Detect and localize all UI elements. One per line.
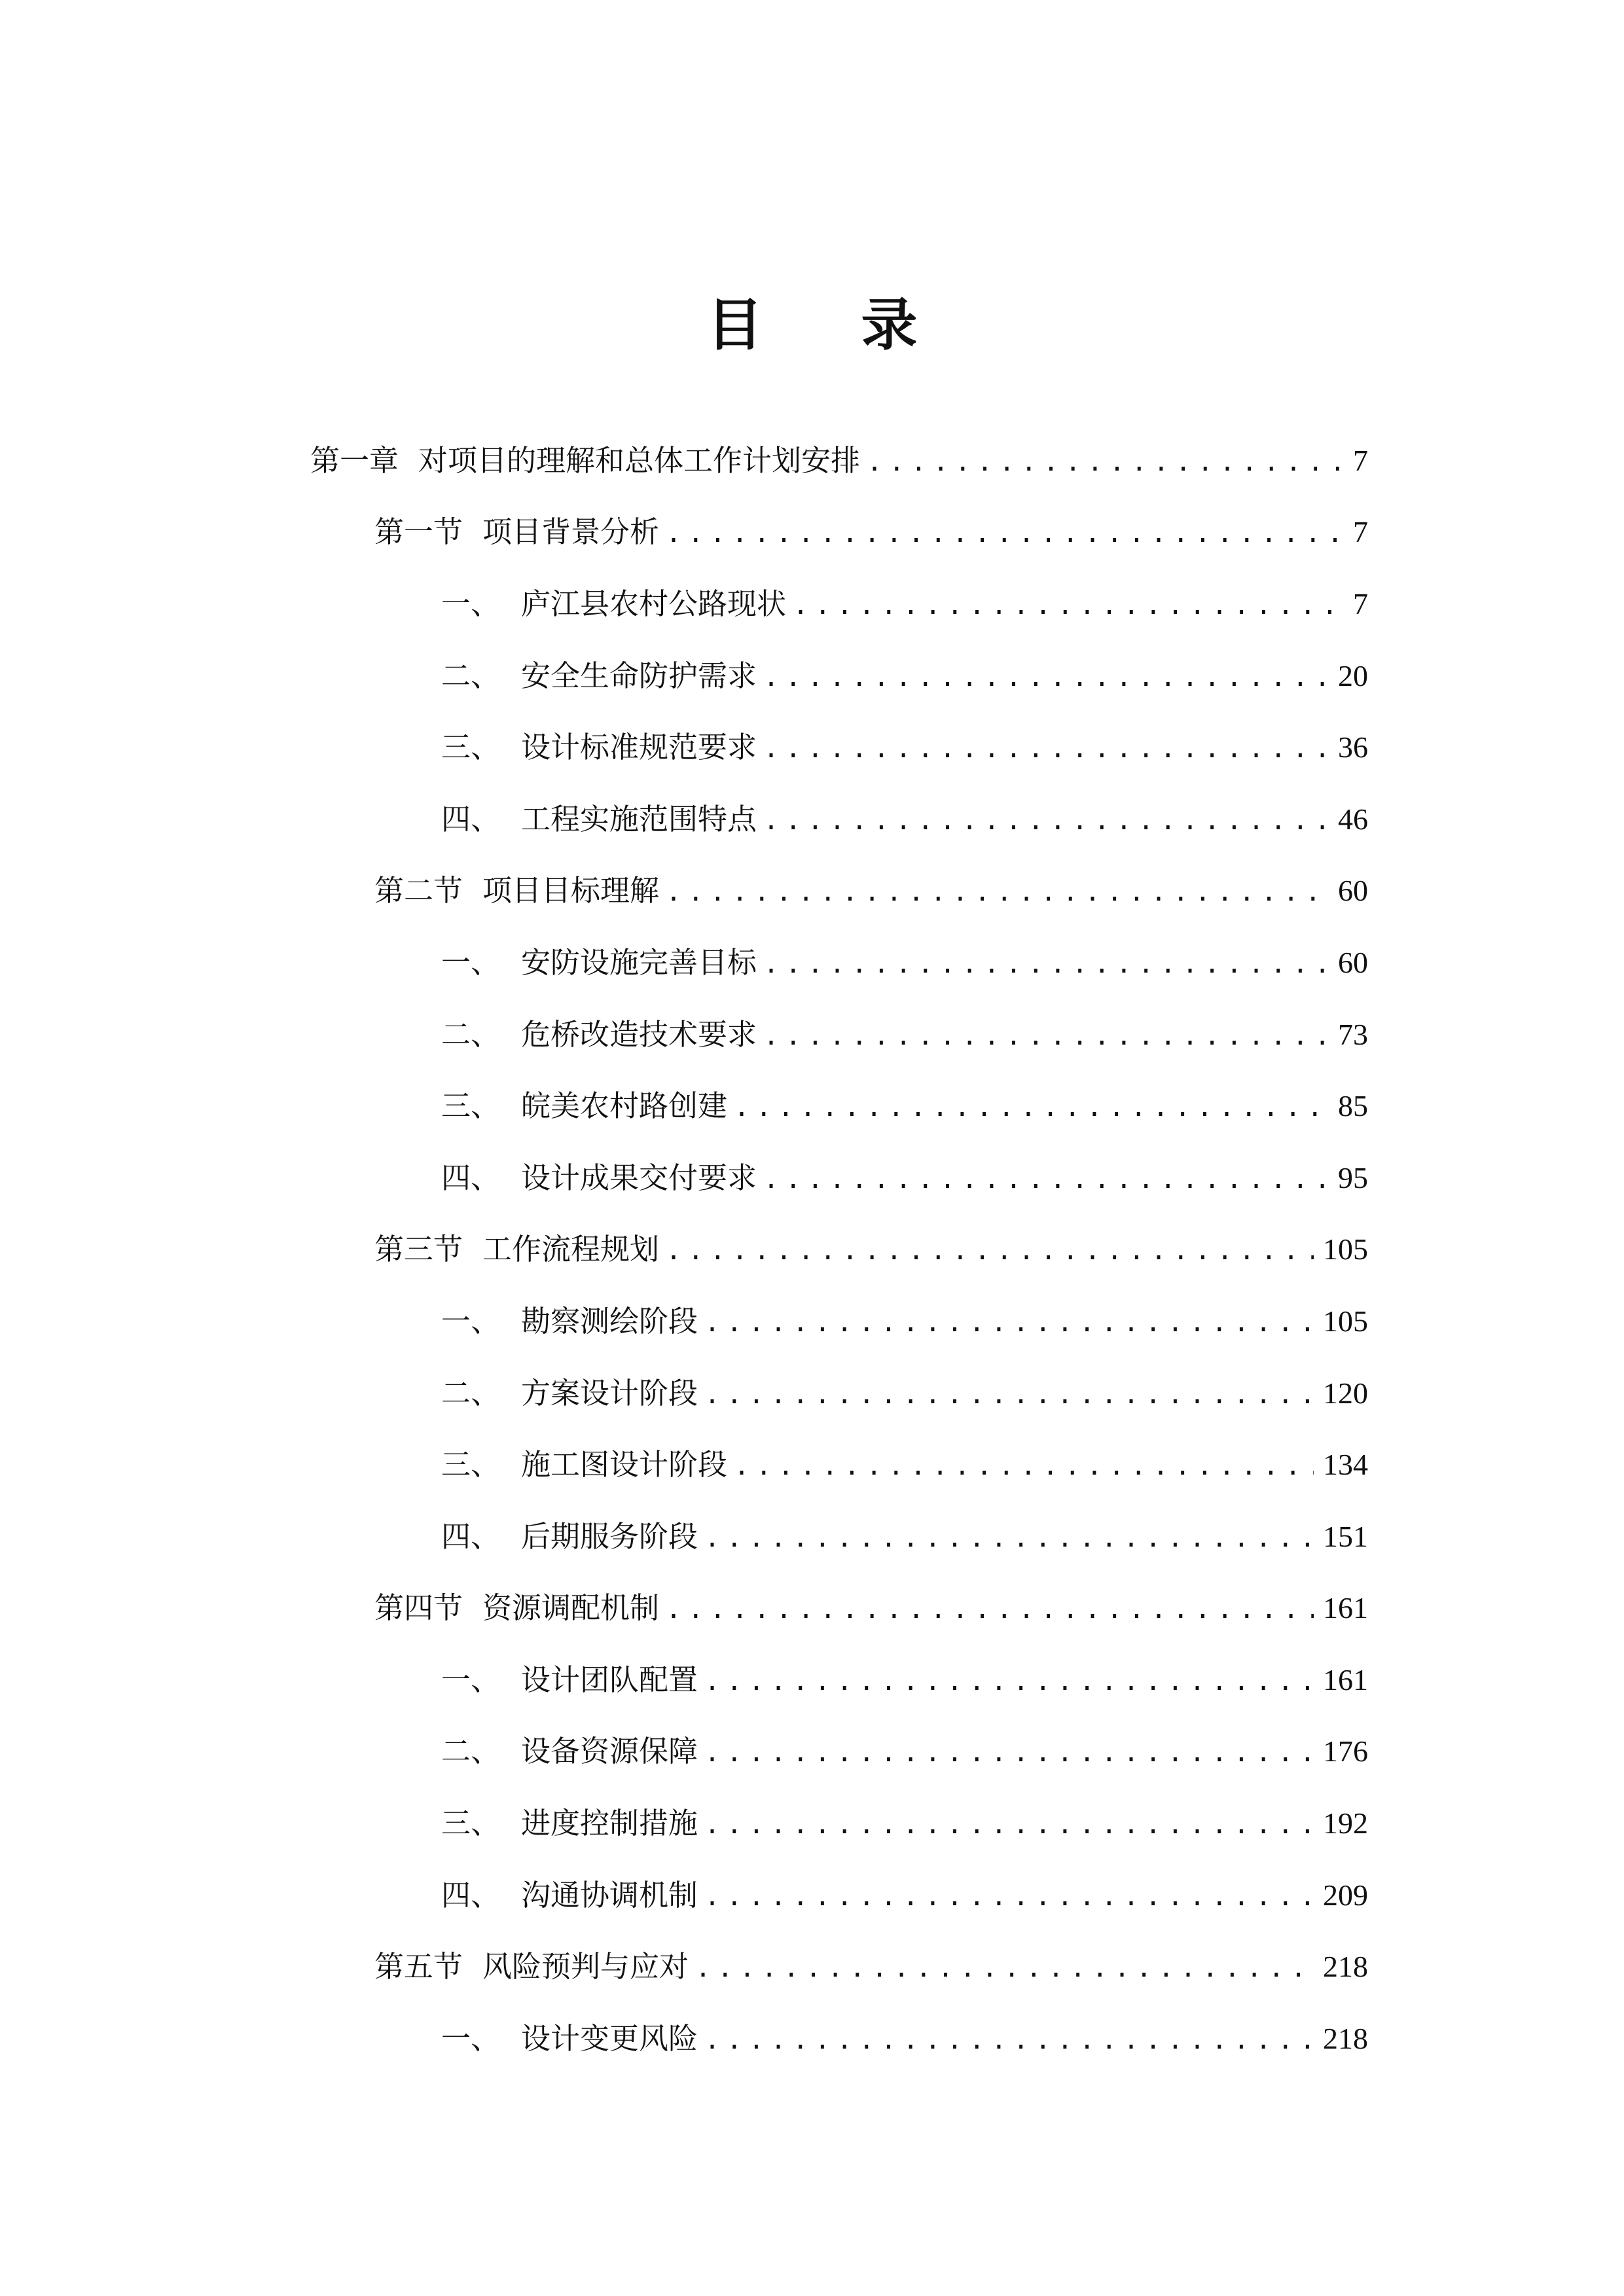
dot-leader <box>704 1733 1314 1772</box>
toc-entry[interactable] <box>0 1931 1624 2003</box>
dot-leader <box>763 658 1329 697</box>
toc-entry-row <box>441 656 1368 697</box>
toc-entry-row <box>441 1374 1368 1414</box>
toc-entry[interactable] <box>0 1717 1624 1789</box>
dot-leader <box>704 1877 1314 1916</box>
toc-entry[interactable] <box>0 1358 1624 1430</box>
toc-entry[interactable] <box>0 569 1624 641</box>
toc-entry-row <box>441 1015 1368 1056</box>
toc-entry[interactable] <box>0 497 1624 569</box>
toc-entry-number: 一、 <box>441 1303 501 1338</box>
toc-entry-number: 四、 <box>441 1518 501 1554</box>
toc-entry-page-number: 218 <box>1323 1950 1368 1984</box>
toc-entry-label: 安防设施完善目标 <box>521 944 757 980</box>
toc-entry-row <box>374 1588 1368 1629</box>
toc-entry-number: 三、 <box>441 1806 501 1841</box>
toc-entry-row <box>441 728 1368 768</box>
toc-title: 目 录 <box>706 293 957 358</box>
toc-entry-page-number: 120 <box>1323 1376 1368 1410</box>
toc-entry-row <box>310 441 1368 482</box>
toc-entry-label: 设计成果交付要求 <box>521 1160 757 1195</box>
toc-entry-number: 二、 <box>441 1016 501 1052</box>
toc-entry-label: 设备资源保障 <box>521 1734 698 1769</box>
toc-entry-label: 庐江县农村公路现状 <box>521 586 787 621</box>
toc-entry[interactable] <box>0 784 1624 856</box>
toc-entry-number: 三、 <box>441 1088 501 1124</box>
toc-entry-page-number: 134 <box>1323 1448 1368 1482</box>
toc-entry-row <box>441 1445 1368 1486</box>
dot-leader <box>793 586 1344 625</box>
toc-entry-row <box>441 1876 1368 1916</box>
toc-entry-page-number: 7 <box>1353 515 1368 549</box>
toc-entry[interactable] <box>0 1143 1624 1215</box>
toc-entry-number: 第一节 <box>374 514 463 550</box>
toc-entry-number: 第四节 <box>374 1590 463 1626</box>
toc-entry[interactable] <box>0 2003 1624 2075</box>
dot-leader <box>734 1088 1329 1127</box>
toc-entry-page-number: 176 <box>1323 1734 1368 1768</box>
toc-entry-label: 对项目的理解和总体工作计划安排 <box>418 442 861 478</box>
toc-list <box>0 425 1624 2075</box>
toc-entry-label: 设计变更风险 <box>521 2020 698 2056</box>
dot-leader <box>704 1662 1314 1701</box>
toc-entry-label: 设计标准规范要求 <box>521 730 757 765</box>
toc-entry-row <box>441 1302 1368 1342</box>
toc-entry-number: 二、 <box>441 658 501 693</box>
toc-entry-label: 资源调配机制 <box>482 1590 660 1626</box>
toc-entry-number: 第三节 <box>374 1232 463 1267</box>
toc-entry-page-number: 60 <box>1338 874 1368 908</box>
toc-entry[interactable] <box>0 1645 1624 1717</box>
toc-entry-row <box>374 871 1368 912</box>
dot-leader <box>704 1375 1314 1414</box>
dot-leader <box>704 1303 1314 1342</box>
toc-entry-row <box>441 1804 1368 1844</box>
toc-entry[interactable] <box>0 1860 1624 1932</box>
toc-entry-number: 第二节 <box>374 873 463 908</box>
toc-entry[interactable] <box>0 425 1624 497</box>
toc-entry-number: 第一章 <box>310 442 399 478</box>
toc-entry-row <box>441 1517 1368 1558</box>
toc-entry-page-number: 20 <box>1338 658 1368 692</box>
dot-leader <box>763 944 1329 984</box>
toc-entry-page-number: 7 <box>1353 443 1368 477</box>
toc-entry[interactable] <box>0 712 1624 784</box>
dot-leader <box>666 1590 1314 1629</box>
toc-entry[interactable] <box>0 641 1624 713</box>
toc-entry-number: 一、 <box>441 1662 501 1697</box>
dot-leader <box>695 1948 1314 1988</box>
toc-entry[interactable] <box>0 1215 1624 1287</box>
toc-entry-row <box>374 512 1368 553</box>
toc-entry-row <box>441 943 1368 984</box>
toc-entry-label: 危桥改造技术要求 <box>521 1016 757 1052</box>
toc-entry-page-number: 85 <box>1338 1089 1368 1123</box>
toc-entry-number: 一、 <box>441 586 501 621</box>
toc-entry-number: 一、 <box>441 944 501 980</box>
dot-leader <box>763 801 1329 840</box>
toc-entry-row <box>441 584 1368 625</box>
dot-leader <box>704 1518 1314 1558</box>
toc-entry[interactable] <box>0 1071 1624 1143</box>
toc-entry-number: 二、 <box>441 1375 501 1410</box>
dot-leader <box>666 1231 1314 1270</box>
toc-entry-row <box>441 1660 1368 1701</box>
toc-entry-number: 四、 <box>441 1160 501 1195</box>
dot-leader <box>763 729 1329 768</box>
toc-entry-label: 后期服务阶段 <box>521 1518 698 1554</box>
toc-entry-row <box>441 800 1368 840</box>
toc-entry-row <box>374 1947 1368 1988</box>
toc-entry-page-number: 161 <box>1323 1591 1368 1625</box>
toc-entry-number: 第五节 <box>374 1949 463 1984</box>
toc-entry-row <box>374 1230 1368 1270</box>
toc-entry-page-number: 36 <box>1338 730 1368 764</box>
toc-entry-label: 进度控制措施 <box>521 1806 698 1841</box>
toc-entry-number: 一、 <box>441 2020 501 2056</box>
toc-entry-row <box>441 1732 1368 1772</box>
toc-entry[interactable] <box>0 1501 1624 1573</box>
toc-entry[interactable] <box>0 1286 1624 1358</box>
toc-entry-label: 项目目标理解 <box>482 873 660 908</box>
toc-entry-page-number: 7 <box>1353 586 1368 620</box>
dot-leader <box>704 2020 1314 2060</box>
toc-entry-label: 工程实施范围特点 <box>521 801 757 836</box>
dot-leader <box>763 1016 1329 1056</box>
toc-entry-label: 方案设计阶段 <box>521 1375 698 1410</box>
dot-leader <box>734 1446 1314 1486</box>
toc-entry-label: 沟通协调机制 <box>521 1877 698 1912</box>
toc-entry[interactable] <box>0 1573 1624 1645</box>
toc-entry-number: 二、 <box>441 1734 501 1769</box>
toc-entry-label: 皖美农村路创建 <box>521 1088 728 1124</box>
toc-entry-label: 风险预判与应对 <box>482 1949 689 1984</box>
toc-entry-page-number: 60 <box>1338 945 1368 979</box>
toc-entry-label: 设计团队配置 <box>521 1662 698 1697</box>
toc-entry-number: 四、 <box>441 1877 501 1912</box>
toc-entry-page-number: 209 <box>1323 1878 1368 1912</box>
toc-entry-page-number: 218 <box>1323 2021 1368 2055</box>
toc-entry-label: 工作流程规划 <box>482 1232 660 1267</box>
toc-entry-page-number: 151 <box>1323 1519 1368 1553</box>
dot-leader <box>763 1160 1329 1199</box>
toc-entry-page-number: 46 <box>1338 802 1368 836</box>
toc-entry-page-number: 73 <box>1338 1017 1368 1051</box>
toc-entry[interactable] <box>0 999 1624 1071</box>
dot-leader <box>666 872 1329 912</box>
toc-entry-number: 四、 <box>441 801 501 836</box>
toc-entry-label: 项目背景分析 <box>482 514 660 550</box>
toc-entry-label: 安全生命防护需求 <box>521 658 757 693</box>
toc-entry-number: 三、 <box>441 1447 501 1482</box>
toc-entry-number: 三、 <box>441 730 501 765</box>
toc-entry[interactable] <box>0 927 1624 999</box>
toc-entry-label: 勘察测绘阶段 <box>521 1303 698 1338</box>
toc-entry-page-number: 105 <box>1323 1232 1368 1266</box>
toc-entry[interactable] <box>0 1788 1624 1860</box>
toc-entry-row <box>441 1086 1368 1127</box>
toc-entry[interactable] <box>0 856 1624 928</box>
toc-entry-page-number: 161 <box>1323 1662 1368 1696</box>
toc-entry-page-number: 105 <box>1323 1304 1368 1338</box>
toc-entry-page-number: 95 <box>1338 1160 1368 1194</box>
dot-leader <box>666 514 1344 553</box>
dot-leader <box>867 442 1344 482</box>
toc-entry[interactable] <box>0 1429 1624 1501</box>
toc-entry-row <box>441 2019 1368 2060</box>
dot-leader <box>704 1805 1314 1844</box>
toc-entry-label: 施工图设计阶段 <box>521 1447 728 1482</box>
toc-entry-page-number: 192 <box>1323 1806 1368 1840</box>
toc-entry-row <box>441 1158 1368 1199</box>
